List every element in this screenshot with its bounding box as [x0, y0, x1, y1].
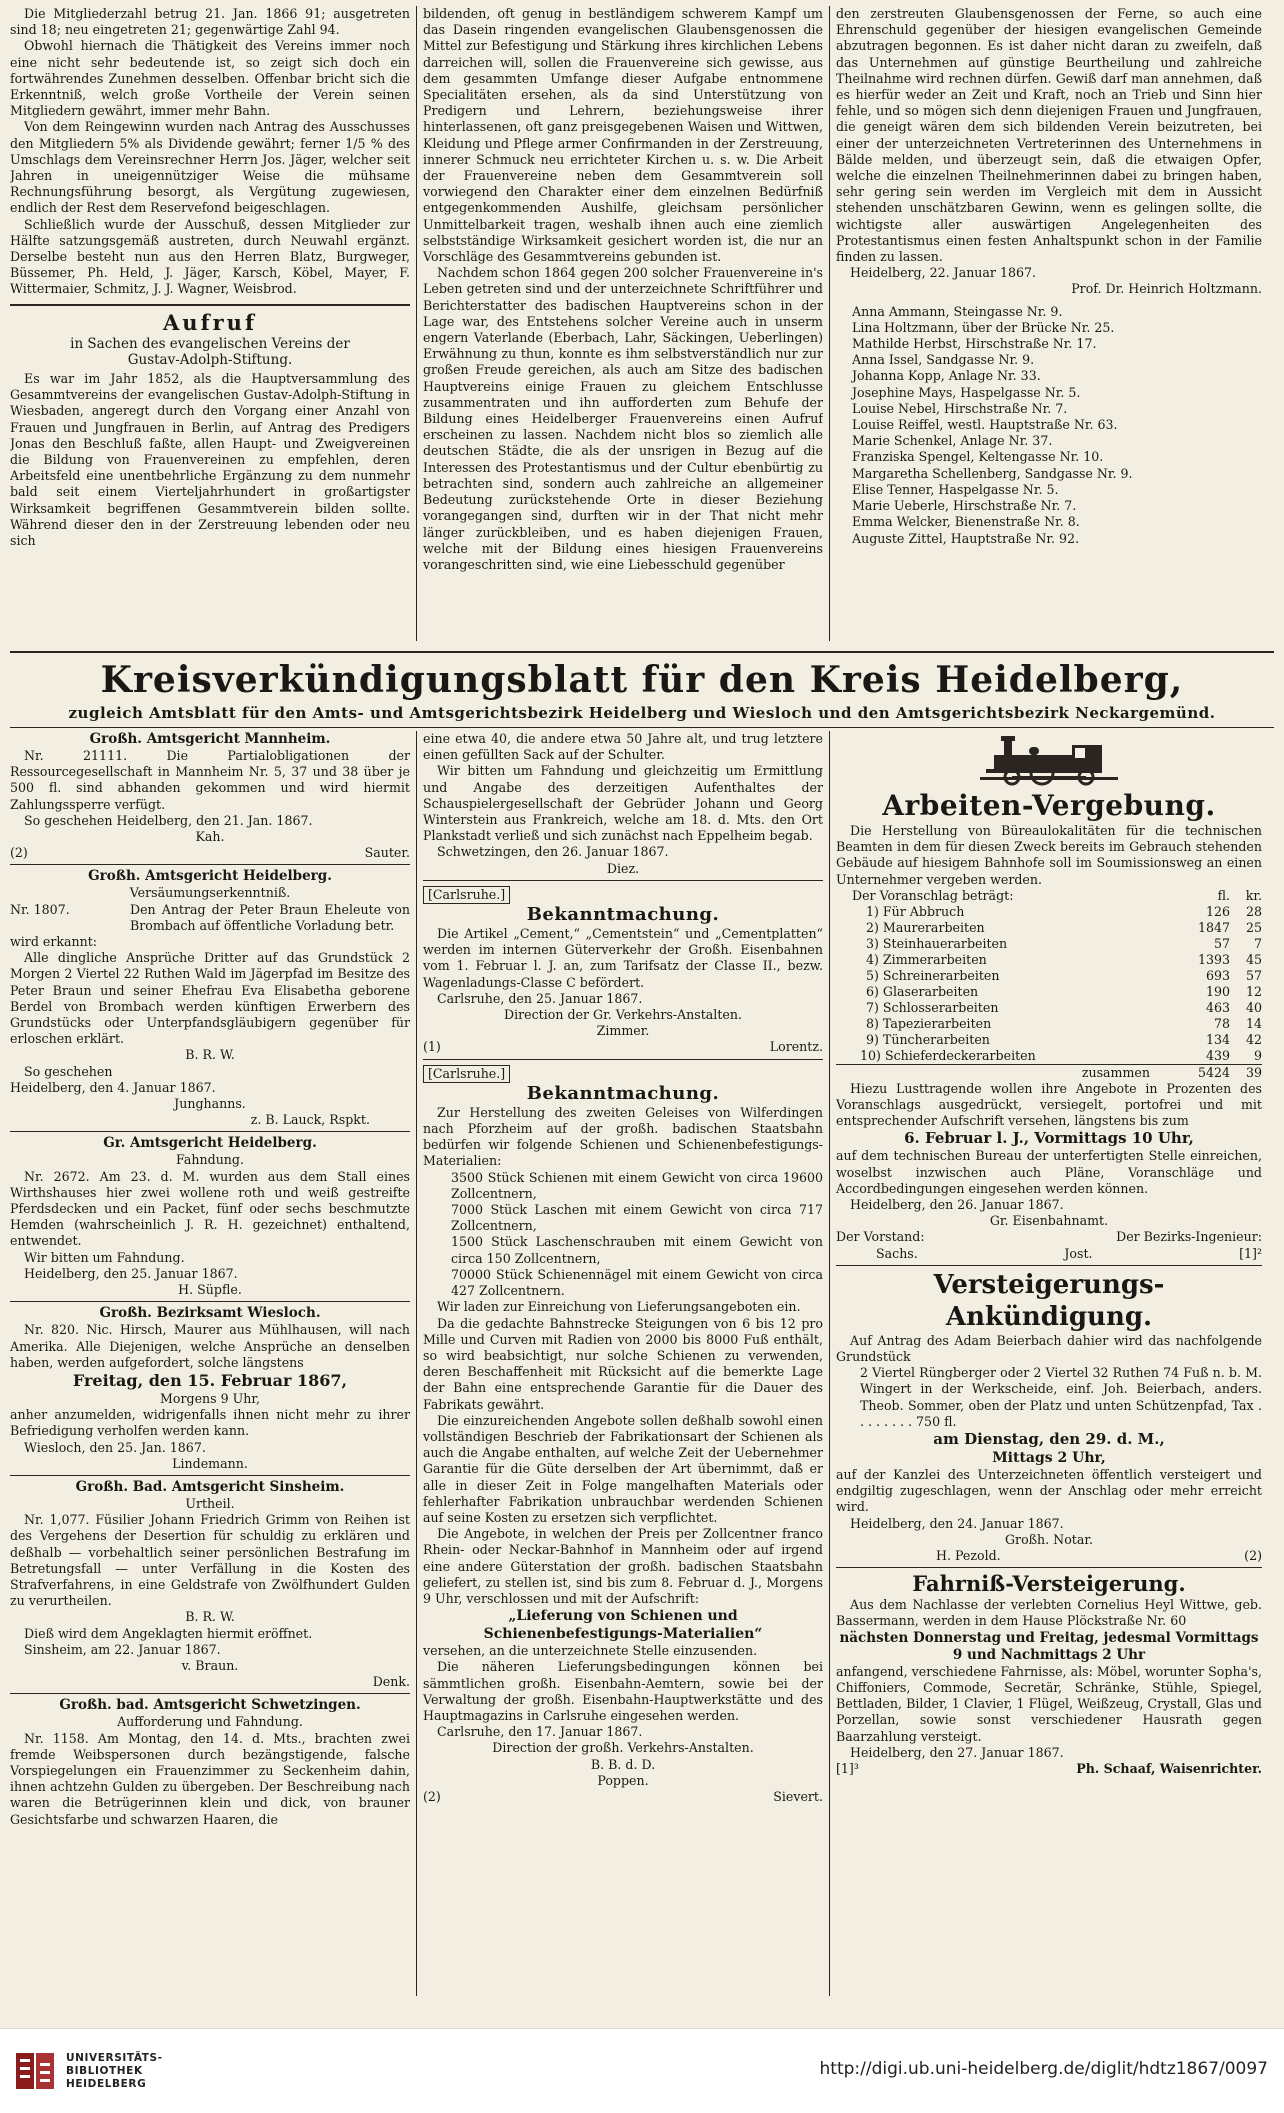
signatory: Auguste Zittel, Hauptstraße Nr. 92.: [852, 530, 1080, 546]
divider: [423, 1059, 823, 1060]
divider: [10, 864, 410, 865]
notice-deadline: Freitag, den 15. Februar 1867,: [72, 1370, 348, 1390]
notice-signature: Junghanns.: [174, 1096, 246, 1112]
estimate-fl: 134: [1205, 1031, 1230, 1047]
estimate-fl: 1847: [1197, 919, 1230, 935]
bottom-column-2: [423, 731, 823, 1996]
estimate-kr: 57: [1245, 967, 1262, 983]
notice-location-tag: [Carlsruhe.]: [423, 886, 510, 904]
estimate-total-label: zusammen: [1081, 1064, 1150, 1080]
estimate-fl: 190: [1205, 983, 1230, 999]
notice-heading: Großh. Bezirksamt Wiesloch.: [99, 1305, 321, 1322]
notice-place: Carlsruhe, den 25. Januar 1867.: [437, 990, 643, 1006]
signatory: Elise Tenner, Haspelgasse Nr. 5.: [852, 481, 1059, 497]
estimate-kr: 28: [1245, 903, 1262, 919]
notice-text: Die Artikel „Cement,“ „Cementstein“ und „Cementplatten“ werden im internen Güterverkehr der Großh. Eisenbahnen vom 1. Februar l. J. an, zum Tarifsatz der Classe II., bezw. Wagenladungs-Classe C befördert.: [423, 926, 823, 990]
notice-number: Nr. 1807.: [10, 901, 70, 917]
estimate-row: [836, 1032, 1262, 1048]
notice-verdict-label: wird erkannt:: [10, 934, 98, 950]
estimate-header-kr: kr.: [1245, 887, 1262, 903]
notice-footer: [423, 1789, 823, 1805]
aufruf-subtitle-2: Gustav-Adolph-Stiftung.: [127, 351, 293, 368]
estimate-row: [836, 1000, 1262, 1016]
notice-text: Nr. 1158. Am Montag, den 14. d. Mts., brachten zwei fremde Weibspersonen durch bezängstigende, falsche Vorspiegelungen ein Frauenzimmer zu Seckenheim dahin, ihnen achtzehn Gulden zu übergeben. Der Beschreibung nach waren die Betrügerinnen klein und dick, von brauner Gesichtsfarbe und schwarzen Haaren, die: [10, 1730, 410, 1827]
estimate-row: [836, 936, 1262, 952]
notice-text-2: anfangend, verschiedene Fahrnisse, als: Möbel, worunter Sopha's, Chiffoniers, Commode, Secretär, Schränke, Stühle, Spiegel, Bettladen, Bilder, 1 Clavier, 1 Flügel, Weißzeug, Crystall, Glas und Porzellan, sowie sonst verschiedener Hausrath gegen Baarzahlung versteigt.: [836, 1663, 1262, 1744]
notice-authority: Direction der Gr. Verkehrs-Anstalten.: [504, 1007, 742, 1023]
estimate-header-label: Der Voranschlag beträgt:: [852, 887, 1014, 903]
notice-signature: Lindemann.: [172, 1455, 248, 1471]
estimate-row: [836, 952, 1262, 968]
masthead-title: Kreisverkündigungsblatt für den Kreis Heidelberg,: [100, 659, 1184, 701]
estimate-kr: 7: [1253, 935, 1262, 951]
notice-heading: Gr. Amtsgericht Heidelberg.: [103, 1135, 317, 1152]
signatory: Louise Reiffel, westl. Hauptstraße Nr. 63.: [852, 417, 1118, 433]
estimate-label: 6) Glaserarbeiten: [866, 983, 979, 999]
notice-quote: „Lieferung von Schienen und Schienenbefestigungs-Materialien“: [483, 1608, 763, 1643]
library-name: [66, 2052, 163, 2091]
estimate-label: 10) Schieferdeckerarbeiten: [860, 1047, 1036, 1063]
notice-request: Wir bitten um Fahndung.: [24, 1249, 185, 1265]
notice-time: Morgens 9 Uhr,: [160, 1390, 260, 1406]
divider: [10, 1301, 410, 1302]
estimate-label: 9) Tüncherarbeiten: [866, 1031, 990, 1047]
notice-subheading: Aufforderung und Fahndung.: [117, 1714, 303, 1730]
divider: [836, 1265, 1262, 1266]
estimate-row: [836, 1048, 1262, 1065]
signatory: Marie Schenkel, Anlage Nr. 37.: [852, 433, 1053, 449]
top-column-2: [423, 6, 823, 641]
aufruf-paragraph: Es war im Jahr 1852, als die Hauptversammlung des Gesammtvereins der evangelischen Gustav-Adolph-Stiftung in Wiesbaden, angeregt durch den Vorgang einer Anzahl von Frauen und Jungfrauen in Berlin, auf Antrag des Predigers Jonas den Beschluß faßte, allen Haupt- und Zweigvereinen die Bildung von Frauenvereinen zu empfehlen, deren Arbeitsfeld eine unentbehrliche Ergänzung zu dem nunmehr bald seit einem Vierteljahrhundert in großartigster Wirksamkeit begriffenen Gesammtverein bilden sollte. Während dieser den in der Zerstreuung lebenden oder neu sich: [10, 371, 410, 549]
estimate-label: 7) Schlosserarbeiten: [866, 999, 999, 1015]
notice-number: (2): [423, 1788, 441, 1804]
bekanntmachung-title: Bekanntmachung.: [526, 1082, 720, 1104]
notice-text-2: Wir laden zur Einreichung von Lieferungsangeboten ein.: [437, 1299, 801, 1315]
notice-text-2: Hiezu Lusttragende wollen ihre Angebote in Prozenten des Voranschlags ausgedrückt, versiegelt, portofrei und mit entsprechender Aufschrift versehen, längstens bis zum: [836, 1080, 1262, 1129]
notice-claim-row: [10, 902, 410, 934]
university-library-logo-icon: [14, 2051, 56, 2091]
notice-signatories: [836, 1229, 1262, 1245]
signatory: Emma Welcker, Bienenstraße Nr. 8.: [852, 514, 1080, 530]
locomotive-icon: [974, 733, 1124, 789]
notice-signature: Ph. Schaaf, Waisenrichter.: [1076, 1760, 1262, 1776]
notice-signature-2: Sauter.: [364, 845, 410, 861]
estimate-kr: 25: [1245, 919, 1262, 935]
notice-text-2: anher anzumelden, widrigenfalls ihnen nicht mehr zu ihrer Befriedigung verholfen werden kann.: [10, 1407, 410, 1439]
estimate-table: [836, 888, 1262, 1081]
notice-text-2: auf der Kanzlei des Unterzeichneten öffentlich versteigert und endgiltig zugeschlagen, wenn der Anschlag oder mehr erreicht wird.: [836, 1467, 1262, 1515]
column-rule: [416, 6, 417, 641]
activity-paragraph: Obwohl hiernach die Thätigkeit des Vereins immer noch eine nicht sehr bedeutende ist, so zeigt sich doch ein fortwährendes Zunehmen desselben. Offenbar bricht sich die Erkenntniß, welch große Vortheile der Verein seinen Mitgliedern gewährt, immer mehr Bahn.: [10, 38, 410, 119]
notice-text-cont: eine etwa 40, die andere etwa 50 Jahre alt, und trug letztere einen gefüllten Sack auf der Schulter.: [423, 731, 823, 763]
signatory: Franziska Spengel, Keltengasse Nr. 10.: [852, 449, 1104, 465]
column-rule: [416, 731, 417, 1996]
membership-paragraph: Die Mitgliederzahl betrug 21. Jan. 1866 91; ausgetreten sind 18; neu eingetreten 21; gegenwärtige Zahl 94.: [10, 6, 410, 38]
estimate-kr: 40: [1245, 999, 1262, 1015]
estimate-fl: 1393: [1197, 951, 1230, 967]
notice-text-4: Die einzureichenden Angebote sollen deßhalb sowohl einen vollständigen Beschrieb der Fabrikationsart der Schienen als auch die Angabe enthalten, auf welche Zeit der Uebernehmer Garantie für die Güte derselben der Art übernimmt, daß er alle in dieser Zeit in Folge mangelhaften Materials oder fehlerhafter Fabrikation unbrauchbar werdenden Schienen auf seine Kosten zu ersetzen sich verpflichtet.: [423, 1412, 823, 1525]
notice-text: Auf Antrag des Adam Beierbach dahier wird das nachfolgende Grundstück: [836, 1332, 1262, 1365]
notice-heading: Großh. Bad. Amtsgericht Sinsheim.: [75, 1478, 345, 1495]
notice-signature-2: Jost.: [1064, 1245, 1093, 1261]
notice-brw: B. R. W.: [185, 1047, 235, 1063]
notice-number: [1]³: [836, 1760, 859, 1776]
notice-signature-2: Lorentz.: [769, 1039, 823, 1055]
notice-footer: [836, 1548, 1262, 1564]
notice-subheading: Fahndung.: [176, 1152, 244, 1168]
notice-text: Die Herstellung von Büreaulokalitäten für die technischen Beamten in dem für diesen Zweck bereits im Gebrauch stehenden Gebäude auf hiesigem Bahnhofe soll im Soumissionsweg an einen Unternehmer vergeben werden.: [836, 823, 1262, 887]
library-name-line-2: BIBLIOTHEK: [66, 2064, 143, 2077]
estimate-kr: 14: [1245, 1015, 1262, 1031]
estimate-total-fl: 5424: [1197, 1064, 1230, 1080]
notice-heading: Großh. Amtsgericht Mannheim.: [89, 731, 331, 747]
notice-text: Nr. 2672. Am 23. d. M. wurden aus dem Stall eines Wirthshauses hier zwei wollene roth und weiß gestreifte Pferdsdecken und ein Packet, fünf oder sechs beschmutzte Hemden (wahrscheinlich J. R. H. gezeichnet) enthaltend, entwendet.: [10, 1168, 410, 1249]
column-rule: [829, 731, 830, 1996]
signatory: Mathilde Herbst, Hirschstraße Nr. 17.: [852, 336, 1097, 352]
notice-place: Heidelberg, den 26. Januar 1867.: [850, 1197, 1064, 1213]
notice-footer: [836, 1761, 1262, 1777]
estimate-row: [836, 920, 1262, 936]
estimate-label: 5) Schreinerarbeiten: [866, 967, 1000, 983]
notice-signature: Poppen.: [597, 1772, 649, 1788]
notice-authority: Direction der großh. Verkehrs-Anstalten.: [492, 1740, 754, 1756]
estimate-row: [836, 968, 1262, 984]
fahrniss-title: Fahrniß-Versteigerung.: [912, 1571, 1186, 1597]
aufruf-place-date: Heidelberg, 22. Januar 1867.: [850, 265, 1037, 281]
notice-place-2: Heidelberg, den 4. Januar 1867.: [10, 1079, 216, 1095]
notice-item: 2 Viertel Rüngberger oder 2 Viertel 32 Ruthen 74 Fuß n. b. M. Wingert in der Werkscheide, einf. Joh. Beierbach, anders. Theob. Sommer, oben der Platz und unten Schützenpfad, Tax . . . . . . . . 750 fl.: [860, 1365, 1262, 1429]
committee-paragraph: Schließlich wurde der Ausschuß, dessen Mitglieder zur Hälfte satzungsgemäß austreten, durch Neuwahl ergänzt. Derselbe besteht nun aus den Herren Blatz, Burgweger, Büssemer, Ph. Held, J. Jäger, Karsch, Köbel, Mayer, F. Wittermaier, Schmitz, J. J. Wagner, Weisbrod.: [10, 216, 410, 297]
notice-text: Nr. 21111. Die Partialobligationen der Ressourcegesellschaft in Mannheim Nr. 5, 37 und 38 über je 500 fl. sind abhanden gekommen und wird hiermit Zahlungssperre verfügt.: [10, 748, 410, 812]
masthead-rule-bottom: [10, 727, 1274, 728]
notice-place: Heidelberg, den 24. Januar 1867.: [850, 1515, 1064, 1531]
estimate-label: 2) Maurerarbeiten: [866, 919, 985, 935]
signatory: Josephine Mays, Haspelgasse Nr. 5.: [852, 384, 1081, 400]
notice-signatory-label-2: Der Bezirks-Ingenieur:: [1116, 1229, 1262, 1245]
notice-text-3: auf dem technischen Bureau der unterfertigten Stelle einreichen, woselbst inzwischen auch Pläne, Voranschläge und Accordbedingungen eingesehen werden können.: [836, 1148, 1262, 1196]
signatory: Anna Issel, Sandgasse Nr. 9.: [852, 352, 1035, 368]
notice-brw: B. R. W.: [185, 1609, 235, 1625]
estimate-total-row: [836, 1064, 1262, 1081]
notice-footer: [423, 1039, 823, 1055]
notice-heading: Großh. Amtsgericht Heidelberg.: [88, 868, 332, 885]
arbeiten-vergebung-title: Arbeiten-Vergebung.: [882, 789, 1216, 822]
signatory: Marie Ueberle, Hirschstraße Nr. 7.: [852, 498, 1077, 514]
estimate-total-kr: 39: [1245, 1064, 1262, 1080]
top-section: [10, 6, 1274, 641]
bottom-section: [10, 731, 1274, 1996]
materials-item: 1500 Stück Laschenschrauben mit einem Gewicht von circa 150 Zollcentnern,: [451, 1234, 823, 1266]
library-name-line-1: UNIVERSITÄTS-: [66, 2051, 163, 2064]
notice-place: Schwetzingen, den 26. Januar 1867.: [437, 844, 669, 860]
notice-signature: H. Süpfle.: [178, 1282, 242, 1298]
permalink-url[interactable]: http://digi.ub.uni-heidelberg.de/diglit/hdtz1867/0097: [819, 2059, 1268, 2079]
estimate-header-row: [836, 888, 1262, 904]
notice-signature: H. Pezold.: [936, 1548, 1001, 1564]
notice-signature-2: z. B. Lauck, Rspkt.: [250, 1112, 370, 1128]
notice-date: am Dienstag, den 29. d. M.,: [933, 1430, 1165, 1449]
materials-list: [423, 1170, 823, 1300]
notice-signature: Zimmer.: [596, 1023, 650, 1039]
notice-number: (1): [423, 1039, 441, 1055]
masthead-subtitle: zugleich Amtsblatt für den Amts- und Amtsgerichtsbezirk Heidelberg und Wiesloch und den Amtsgerichtsbezirk Neckargemünd.: [68, 704, 1216, 722]
signatory: Anna Ammann, Steingasse Nr. 9.: [852, 303, 1063, 319]
divider: [10, 1475, 410, 1476]
notice-text-6: versehen, an die unterzeichnete Stelle einzusenden.: [423, 1643, 758, 1659]
estimate-fl: 57: [1213, 935, 1230, 951]
notice-claim: Den Antrag der Peter Braun Eheleute von Brombach auf öffentliche Vorladung betr.: [130, 901, 410, 933]
notice-signature: Sachs.: [876, 1245, 918, 1261]
estimate-label: 4) Zimmerarbeiten: [866, 951, 987, 967]
signatory: Lina Holtzmann, über der Brücke Nr. 25.: [852, 319, 1115, 335]
aufruf-signer: Prof. Dr. Heinrich Holtzmann.: [1071, 281, 1262, 297]
notice-place: Carlsruhe, den 17. Januar 1867.: [437, 1724, 643, 1740]
materials-item: 7000 Stück Laschen mit einem Gewicht von circa 717 Zollcentnern,: [451, 1202, 823, 1234]
aufruf-paragraph-2: Nachdem schon 1864 gegen 200 solcher Frauenvereine in's Leben getreten sind und der unterzeichnete Schriftführer und Berichterstatter des badischen Hauptvereins schon in der Lage war, des Entstehens solcher Vereine auch in unserm engern Vaterlande (Eberbach, Lahr, Säckingen, Ueberlingen) Erwähnung zu thun, konnte es ihm selbstverständlich nur zur großen Freude gereichen, als auch am Sitze des badischen Hauptvereins einige Frauen zu gleichem Entschlusse zusammentraten und ihn aufforderten zum Behufe der Bildung eines Heidelberger Frauenvereins einen Aufruf erscheinen zu lassen. Nachdem nicht blos so ziemlich alle deutschen Städte, die als der unsrigen in Bezug auf die Interessen des Protestantismus und der Cultur ebenbürtig zu betrachten sind, sondern auch zahlreiche an allgemeiner Bedeutung zurückstehende Orte in dieser Beziehung vorangegangen sind, durften wir in der That nicht mehr länger zurückbleiben, und es haben diejenigen Frauen, welche mit der Bildung eines hiesigen Frauenvereins vorangeschritten sind, wie eine Liebesschuld gegenüber: [423, 265, 823, 572]
masthead-rule-top: [10, 651, 1274, 653]
notice-signature: Kah.: [195, 829, 225, 845]
estimate-label: 1) Für Abbruch: [866, 903, 965, 919]
signatory-list: [836, 304, 1262, 547]
aufruf-title: Aufruf: [163, 309, 257, 335]
notice-place: Wiesloch, den 25. Jan. 1867.: [24, 1439, 206, 1455]
versteigerung-title: Versteigerungs-Ankündigung.: [933, 1269, 1165, 1332]
notice-subheading: Versäumungserkenntniß.: [129, 885, 291, 901]
estimate-fl: 463: [1205, 999, 1230, 1015]
estimate-fl: 126: [1205, 903, 1230, 919]
notice-footer: [10, 845, 410, 861]
aufruf-subtitle-1: in Sachen des evangelischen Vereins der: [70, 335, 350, 352]
notice-place: So geschehen Heidelberg, den 21. Jan. 1867.: [24, 812, 313, 828]
estimate-label: 3) Steinhauerarbeiten: [866, 935, 1008, 951]
notice-text-7: Die näheren Lieferungsbedingungen können bei sämmtlichen großh. Eisenbahn-Aemtern, sowie bei der Verwaltung der großh. Eisenbahn-Hauptwerkstätte und des Hauptmagazins in Carlsruhe eingesehen werden.: [423, 1659, 823, 1723]
notice-time: Mittags 2 Uhr,: [992, 1450, 1106, 1467]
library-name-line-3: HEIDELBERG: [66, 2077, 147, 2090]
aufruf-paragraph-cont: bildenden, oft genug in bestländigem schwerem Kampf um das Dasein ringenden evangelischen Glaubensgenossen die Mittel zur Befestigung und Stärkung ihres kirchlichen Lebens darreichen will, sollen die Frauenvereine sich gewisse, aus dem gesammten Umfange dieser Aufgabe entnommene Specialitäten ersehen, als da sind Unterstützung von Predigern und Lehrern, beziehungsweise ihrer hinterlassenen, oft ganz preisgegebenen Waisen und Wittwen, Kleidung und Pflege armer Confirmanden in der Zerstreuung, innerer Schmuck neu errichteter Kirchen u. s. w. Die Arbeit der Frauenvereine neben dem Gesammtverein soll vorwiegend den Charakter einer dem einzelnen Bedürfniß entgegenkommenden Aushilfe, gleichsam persönlicher Unmittelbarkeit tragen, weshalb ihnen auch eine ziemlich selbstständige Wirksamkeit gesichert worden ist, die nur an Vorschläge des Gesammtvereins gebunden ist.: [423, 6, 823, 265]
estimate-kr: 12: [1245, 983, 1262, 999]
notice-authority: Großh. Notar.: [1004, 1531, 1093, 1547]
notice-brw: B. B. d. D.: [590, 1756, 656, 1772]
bottom-column-1: [10, 731, 410, 1996]
library-logo[interactable]: [14, 2051, 163, 2091]
estimate-row: [836, 984, 1262, 1000]
notice-signature: v. Braun.: [181, 1657, 239, 1673]
notice-signature-2: Denk.: [372, 1674, 410, 1690]
materials-item: 70000 Stück Schienennägel mit einem Gewicht von circa 427 Zollcentnern.: [451, 1266, 823, 1299]
divider: [10, 1693, 410, 1694]
divider: [10, 1131, 410, 1132]
estimate-kr: 45: [1245, 951, 1262, 967]
top-column-3: [836, 6, 1262, 641]
estimate-kr: 9: [1253, 1047, 1262, 1063]
aufruf-paragraph-3: den zerstreuten Glaubensgenossen der Ferne, so auch eine Ehrenschuld gegenüber der hiesigen evangelischen Gemeinde abzutragen begonnen. Es ist daher nicht daran zu zweifeln, daß das Unternehmen auf günstige Beurtheilung und zahlreiche Theilnahme wird rechnen dürfen. Gewiß darf man annehmen, daß es hierfür weder an Zeit und Kraft, noch an Trieb und Sinn hier fehle, und so mögen sich denn diejenigen Frauen und Jungfrauen, die geneigt wären dem sich bildenden Verein beizutreten, bei einer der unterzeichneten Vertreterinnen des Unternehmens in Bälde melden, und überzeugt sein, daß die etwaigen Opfer, welche die einzelnen Theilnehmerinnen dabei zu bringen haben, sehr gering sein werden im Vergleich mit dem in Aussicht stehenden unschätzbaren Gewinn, wenn es gelingen sollte, die wichtigste aller auswärtigen Angelegenheiten des Protestantismus einen festen Anhaltspunkt schon in der Familie finden zu lassen.: [836, 6, 1262, 265]
estimate-row: [836, 1016, 1262, 1032]
signatory: Louise Nebel, Hirschstraße Nr. 7.: [852, 400, 1068, 416]
divider: [10, 304, 410, 306]
notice-text: Zur Herstellung des zweiten Geleises von Wilferdingen nach Pforzheim auf der großh. badischen Staatsbahn bedürfen wir folgende Schienen und Schienenbefestigungs-Materialien:: [423, 1104, 823, 1169]
divider: [836, 1567, 1262, 1568]
notice-deadline: 6. Februar l. J., Vormittags 10 Uhr,: [904, 1129, 1194, 1148]
materials-item: 3500 Stück Schienen mit einem Gewicht von circa 19600 Zollcentnern,: [451, 1169, 823, 1201]
estimate-fl: 693: [1205, 967, 1230, 983]
notice-number: [1]²: [1239, 1245, 1262, 1261]
notice-place: Heidelberg, den 27. Januar 1867.: [850, 1744, 1064, 1760]
notice-signature: Diez.: [606, 860, 640, 876]
notice-text: Nr. 1,077. Füsilier Johann Friedrich Grimm von Reihen ist des Vergehens der Desertion für schuldig zu erklären und deßhalb — vorbehaltlich seiner persönlichen Bestrafung im Betretungsfall — unter Verfällung in die Kosten des Strafverfahrens, in eine Geldstrafe von Zwölfhundert Gulden zu verurtheilen.: [10, 1512, 410, 1609]
notice-text-2: Dieß wird dem Angeklagten hiermit eröffnet.: [24, 1625, 313, 1641]
notice-location-tag: [Carlsruhe.]: [423, 1065, 510, 1083]
notice-when: nächsten Donnerstag und Freitag, jedesmal Vormittags 9 und Nachmittags 2 Uhr: [839, 1629, 1259, 1663]
estimate-kr: 42: [1245, 1031, 1262, 1047]
notice-number: (2): [10, 845, 28, 861]
divider: [423, 880, 823, 881]
notice-place: Heidelberg, den 25. Januar 1867.: [24, 1265, 238, 1281]
notice-signature-2: Sievert.: [773, 1788, 823, 1804]
estimate-fl: 439: [1205, 1047, 1230, 1063]
library-footer: [0, 2028, 1284, 2113]
notice-authority: Gr. Eisenbahnamt.: [989, 1213, 1109, 1229]
notice-subheading: Urtheil.: [185, 1495, 235, 1511]
signatory: Margaretha Schellenberg, Sandgasse Nr. 9.: [852, 465, 1133, 481]
notice-request: Wir bitten um Fahndung und gleichzeitig um Ermittlung und Angabe des derzeitigen Aufenthaltes der Schauspielergesellschaft der Gebrüder Johann und Georg Winterstein aus Frankreich, welche am 18. d. Mts. den Ort Plankstadt verließ und sich zunächst nach Eppelheim begab.: [423, 763, 823, 844]
signatory: Johanna Kopp, Anlage Nr. 33.: [852, 368, 1041, 384]
notice-text: Nr. 820. Nic. Hirsch, Maurer aus Mühlhausen, will nach Amerika. Alle Diejenigen, welche Ansprüche an denselben haben, werden aufgefordert, solche längstens: [10, 1322, 410, 1370]
notice-signatory-label: Der Vorstand:: [836, 1229, 925, 1245]
notice-number: (2): [1244, 1548, 1262, 1564]
profit-paragraph: Von dem Reingewinn wurden nach Antrag des Ausschusses den Mitgliedern 5% als Dividende gewährt; ferner 1/5 % des Umschlags dem Vereinsrechner Herrn Jos. Jäger, welcher seit Jahren in uneigennütziger Weise die mühsame Rechnungsführung besorgt, als Vergütung zugewiesen, endlich der Rest dem Reservefond beigeschlagen.: [10, 119, 410, 216]
notice-place: Sinsheim, am 22. Januar 1867.: [24, 1641, 221, 1657]
bekanntmachung-title: Bekanntmachung.: [526, 904, 720, 926]
estimate-row: [836, 904, 1262, 920]
notice-text-5: Die Angebote, in welchen der Preis per Zollcentner franco Rhein- oder Neckar-Bahnhof in Mannheim oder auf irgend eine andere Güterstation der großh. badischen Staatsbahn geliefert, zu stellen ist, sind bis zum 8. Februar d. J., Morgens 9 Uhr, verschlossen und mit der Aufschrift:: [423, 1526, 823, 1606]
bottom-column-3: [836, 731, 1262, 1996]
column-rule: [829, 6, 830, 641]
estimate-header-fl: fl.: [1217, 887, 1230, 903]
notice-place: So geschehen: [24, 1063, 113, 1079]
notice-text: Aus dem Nachlasse der verlebten Cornelius Heyl Wittwe, geb. Bassermann, werden in dem Hause Plöckstraße Nr. 60: [836, 1597, 1262, 1629]
top-column-1: [10, 6, 410, 641]
estimate-label: 8) Tapezierarbeiten: [866, 1015, 992, 1031]
notice-signatures: [836, 1246, 1262, 1262]
notice-text-3: Da die gedachte Bahnstrecke Steigungen von 6 bis 12 pro Mille und Curven mit Radien von 2000 bis 8000 Fuß enthält, so wird beabsichtigt, nur solche Schienen zu verwenden, deren Beschaffenheit mit Rücksicht auf die bemerkte Lage der Bahn eine entsprechende Garantie für die Dauer des Fabrikats gewährt.: [423, 1315, 823, 1412]
notice-text: Alle dingliche Ansprüche Dritter auf das Grundstück 2 Morgen 2 Viertel 22 Ruthen Wald im Jägerpfad im Besitze des Peter Braun und seiner Ehefrau Eva Elisabetha geborene Berdel von Brombach werden künftigen Erwerbern des Grundstücks oder Unterpfandsgläubigern gegenüber für erloschen erklärt.: [10, 950, 410, 1047]
notice-heading: Großh. bad. Amtsgericht Schwetzingen.: [59, 1697, 361, 1714]
estimate-fl: 78: [1213, 1015, 1230, 1031]
